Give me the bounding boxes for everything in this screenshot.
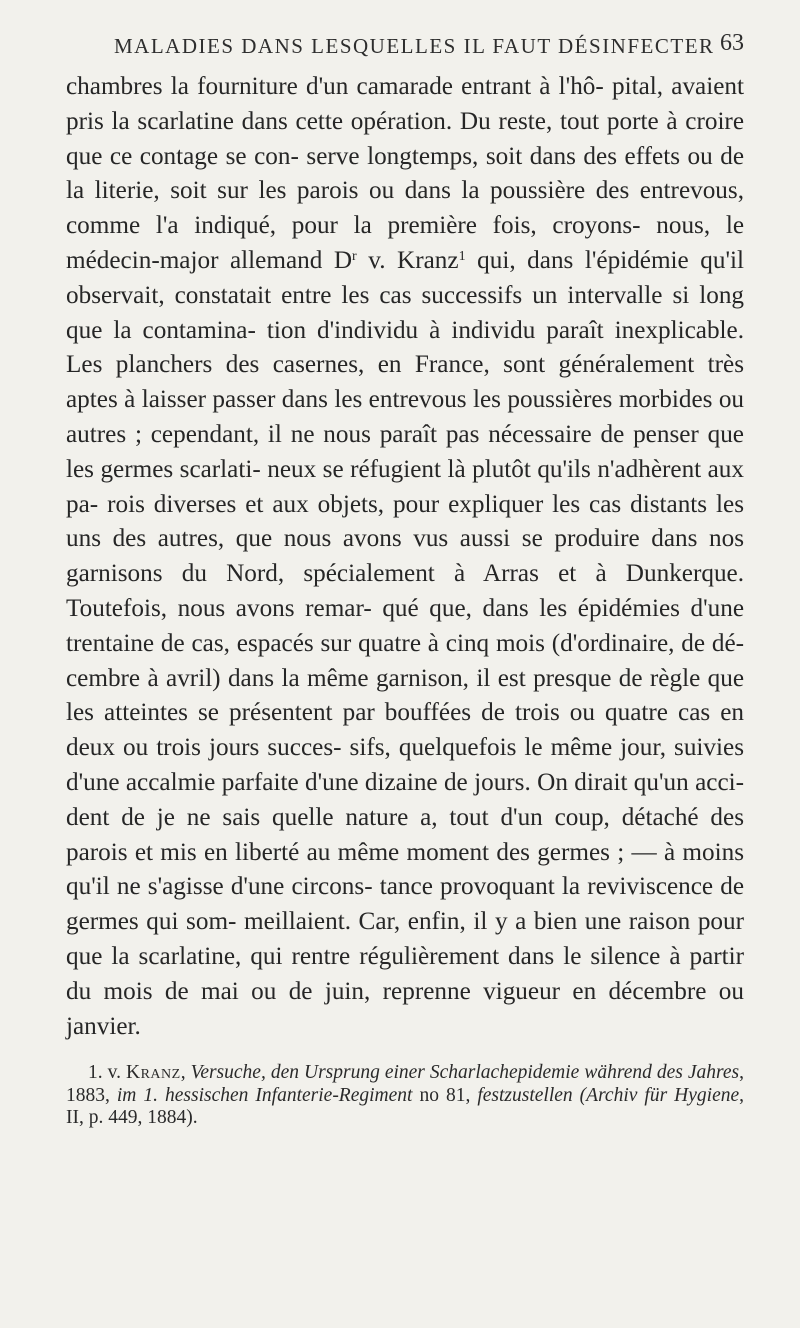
text-line: meillaient. Car, enfin, il y a bien une raison pour que [66,908,744,970]
text-line: comme l'a indiqué, pour la première fois, croyons- [66,212,641,240]
footnote-text: no 81, [412,1084,478,1106]
text-line: pital, avaient pris la scarlatine dans cette opération. [66,73,744,135]
text-line: très aptes à laisser passer dans les entrevous les [66,351,745,414]
footnote-text: , II, p. 449, 1884). [66,1084,745,1129]
text-line: la scarlatine, qui rentre régulièrement dans le silence [111,942,661,970]
text-line: serve longtemps, soit dans des effets ou de la literie, [66,142,745,205]
text-line: à partir du mois de mai ou de juin, reprenne vigueur [66,942,745,1005]
text-line: tion d'individu à individu paraît inexplicable. Les [66,316,745,379]
text-line: nous, le médecin-major allemand D [66,212,744,274]
text-line: de trois ou quatre cas en deux ou trois jours succes- [66,699,745,762]
running-head [66,30,744,70]
text-line: se produire dans nos garnisons du Nord, spécialement [66,525,745,588]
footnote-title: Versuche, den Ursprung einer Scharlachepidemie während des Jahres [190,1062,740,1084]
footnote-text: , 1883, [66,1062,744,1106]
body-text [66,70,744,1044]
text-line: espacés sur quatre à cinq mois (d'ordinaire, de dé- [236,629,745,657]
text-line: planchers des casernes, en France, sont généralement [115,351,695,379]
text-line: qué que, dans les épidémies d'une trentaine de cas, [66,594,744,657]
text-line: Du reste, tout porte à croire que ce contage se con- [66,107,745,170]
text-line: cas successifs un intervalle si long que la contamina- [66,281,745,344]
footnote-marker: 1. v. [88,1062,126,1084]
text-line: tance provoquant la reviviscence de germes qui som- [66,873,744,936]
page-number: 63 [720,30,744,56]
text-line: v. Kranz [356,246,459,274]
footnote [66,1062,744,1130]
text-line: détaché des parois et mis en liberté au même moment [66,803,744,866]
footnote-regiment: im 1. hessischen Infanterie-Regiment [116,1084,413,1106]
text-line: sifs, quelquefois le même jour, suivies d'une accalmie [66,734,744,796]
text-line: distants les uns des autres, que nous avons vus aussi [66,490,745,553]
footnote-ref: 1 [458,248,466,264]
text-line: dent de je ne sais quelle nature a, tout d'un coup, [66,803,610,831]
text-line: neux se réfugient là plutôt qu'ils n'adhèrent aux pa- [66,455,744,518]
footnote-text: , [180,1062,191,1084]
superscript-r: r [352,248,357,264]
text-line: soit sur les parois ou dans la poussière des entrevous, [170,177,745,205]
text-line: de règle que les atteintes se présentent par bouffées [66,664,744,727]
footnote-journal: festzustellen (Archiv für Hygiene [477,1084,740,1106]
text-line: à Arras et à Dunkerque. Toutefois, nous avons remar- [66,560,745,622]
text-line: poussières morbides ou autres ; cependant, il ne nous [66,386,745,448]
text-line: paraît pas nécessaire de penser que les germes scarlati- [66,420,744,483]
running-title: MALADIES DANS LESQUELLES IL FAUT DÉSINFECTER [114,34,715,58]
text-line: des germes ; — à moins qu'il ne s'agisse d'une circons- [66,838,744,901]
text-line: en décembre ou janvier. [66,977,744,1040]
text-line: parfaite d'une dizaine de jours. On dirait qu'un acci- [221,768,745,796]
text-line: chambres la fourniture d'un camarade entrant à l'hô- [66,73,604,100]
text-line: qui, [465,246,516,274]
text-line: dans l'épidémie qu'il observait, constatait entre les [66,246,744,309]
text-line: rois diverses et aux objets, pour expliquer les cas [107,490,622,518]
text-line: cembre à avril) dans la même garnison, il est presque [66,664,612,692]
footnote-author: Kranz [125,1062,181,1084]
